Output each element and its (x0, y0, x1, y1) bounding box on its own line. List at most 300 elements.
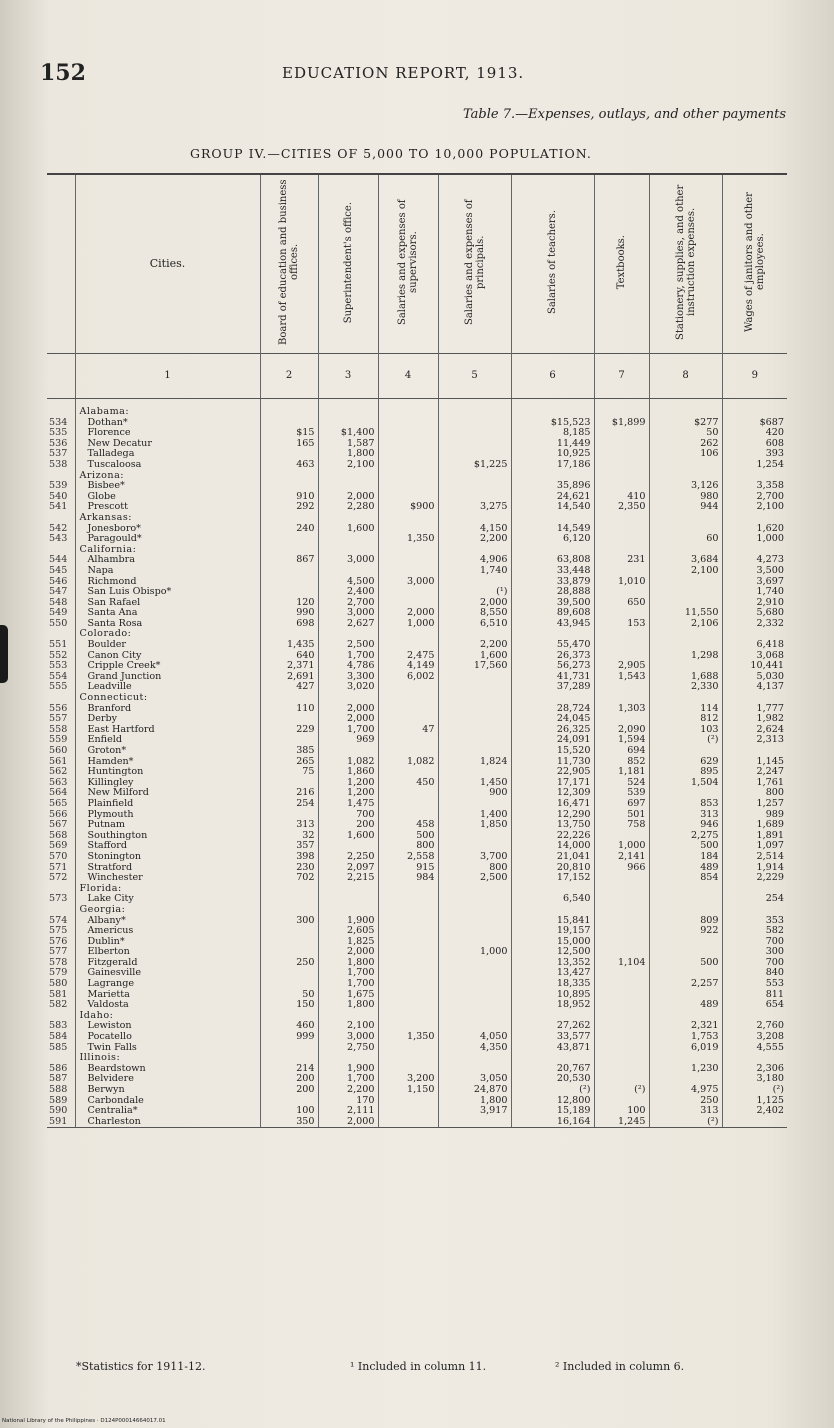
city-name: Killingley (75, 778, 260, 789)
value-cell: 1,600 (318, 831, 378, 842)
value-cell: 1,900 (318, 1064, 378, 1075)
value-cell: 922 (649, 926, 722, 937)
row-number: 585 (49, 1042, 68, 1053)
value-cell: 214 (260, 1064, 318, 1075)
value-cell (260, 1096, 318, 1107)
value-cell: 2,627 (318, 619, 378, 630)
scan-label: National Library of the Philippines · D124P00014664017.01 (2, 1418, 166, 1424)
value-cell (438, 799, 511, 810)
column-number: 7 (594, 354, 649, 399)
city-name: Grand Junction (75, 672, 260, 683)
table-spacer (47, 399, 787, 408)
value-cell: $1,225 (438, 460, 511, 471)
group-title: GROUP IV.—CITIES OF 5,000 TO 10,000 POPULATION. (190, 146, 592, 161)
value-cell: 4,975 (649, 1085, 722, 1096)
table-row (47, 492, 787, 503)
row-number: 582 (49, 1000, 68, 1011)
value-cell: 14,540 (511, 502, 594, 513)
value-cell (378, 418, 438, 429)
value-cell (438, 735, 511, 746)
table-row (47, 735, 787, 746)
table-row (47, 968, 787, 979)
row-number: 586 (49, 1063, 68, 1074)
value-cell: 2,475 (378, 651, 438, 662)
value-cell (378, 704, 438, 715)
value-cell: 254 (260, 799, 318, 810)
state-heading-row (47, 884, 787, 895)
column-header-superintendent: Superintendent's office. (318, 174, 378, 354)
city-name: Bisbee* (75, 481, 260, 492)
value-cell: 1,675 (318, 990, 378, 1001)
value-cell (378, 598, 438, 609)
value-cell: 1,000 (594, 841, 649, 852)
value-cell: 1,082 (378, 757, 438, 768)
value-cell: 13,427 (511, 968, 594, 979)
value-cell: 114 (649, 704, 722, 715)
value-cell: (²) (511, 1085, 594, 1096)
value-cell: 500 (378, 831, 438, 842)
city-name: Albany* (75, 916, 260, 927)
table-row (47, 820, 787, 831)
table-row (47, 1074, 787, 1085)
value-cell: 1,982 (722, 714, 787, 725)
value-cell (318, 894, 378, 905)
table-row (47, 587, 787, 598)
value-cell: 6,510 (438, 619, 511, 630)
value-cell: $15,523 (511, 418, 594, 429)
value-cell: 15,000 (511, 937, 594, 948)
footnote-column-6: ² Included in column 6. (555, 1360, 685, 1373)
value-cell (318, 566, 378, 577)
value-cell: 2,090 (594, 725, 649, 736)
table-row (47, 534, 787, 545)
value-cell: 2,760 (722, 1021, 787, 1032)
city-name: New Decatur (75, 439, 260, 450)
value-cell: 1,200 (318, 778, 378, 789)
value-cell: 450 (378, 778, 438, 789)
table-row (47, 767, 787, 778)
value-cell: 2,624 (722, 725, 787, 736)
binding-shadow (0, 625, 8, 683)
value-cell (378, 788, 438, 799)
value-cell: 3,068 (722, 651, 787, 662)
value-cell (438, 481, 511, 492)
table-row (47, 1043, 787, 1054)
value-cell (594, 979, 649, 990)
value-cell: 1,761 (722, 778, 787, 789)
column-number: 5 (438, 354, 511, 399)
city-name: New Milford (75, 788, 260, 799)
table-row (47, 704, 787, 715)
city-name: Dothan* (75, 418, 260, 429)
value-cell: 1,850 (438, 820, 511, 831)
value-cell: 1,800 (318, 1000, 378, 1011)
value-cell (594, 428, 649, 439)
value-cell: 6,540 (511, 894, 594, 905)
city-name: Valdosta (75, 1000, 260, 1011)
value-cell: 16,164 (511, 1117, 594, 1128)
value-cell (594, 439, 649, 450)
value-cell: 229 (260, 725, 318, 736)
footnote-statistics: *Statistics for 1911-12. (76, 1360, 206, 1373)
value-cell: 265 (260, 757, 318, 768)
value-cell: 15,841 (511, 916, 594, 927)
value-cell: 966 (594, 863, 649, 874)
value-cell (378, 1021, 438, 1032)
value-cell (378, 894, 438, 905)
value-cell: 2,000 (318, 714, 378, 725)
expenses-table (47, 173, 787, 1128)
value-cell: 697 (594, 799, 649, 810)
row-number: 539 (49, 481, 68, 492)
row-number: 534 (49, 417, 68, 428)
value-cell: 240 (260, 524, 318, 535)
value-cell: 6,002 (378, 672, 438, 683)
value-cell: 3,000 (318, 555, 378, 566)
value-cell: 1,145 (722, 757, 787, 768)
value-cell: 2,313 (722, 735, 787, 746)
table-row (47, 651, 787, 662)
value-cell: 200 (318, 820, 378, 831)
value-cell: 758 (594, 820, 649, 831)
value-cell: 14,000 (511, 841, 594, 852)
state-name: Illinois: (75, 1053, 260, 1064)
value-cell: 47 (378, 725, 438, 736)
value-cell: 500 (649, 958, 722, 969)
value-cell (594, 524, 649, 535)
value-cell: 55,470 (511, 640, 594, 651)
value-cell (438, 1000, 511, 1011)
value-cell (594, 968, 649, 979)
column-header-board: Board of education and business offices. (260, 174, 318, 354)
row-number: 555 (49, 682, 68, 693)
value-cell: 165 (260, 439, 318, 450)
value-cell: 460 (260, 1021, 318, 1032)
value-cell: 984 (378, 873, 438, 884)
table-row (47, 1096, 787, 1107)
value-cell: 10,441 (722, 661, 787, 672)
value-cell: 75 (260, 767, 318, 778)
value-cell: 32 (260, 831, 318, 842)
table-row (47, 1000, 787, 1011)
value-cell: 811 (722, 990, 787, 1001)
value-cell (438, 704, 511, 715)
value-cell (260, 937, 318, 948)
value-cell: 357 (260, 841, 318, 852)
value-cell (594, 894, 649, 905)
value-cell: 1,700 (318, 968, 378, 979)
value-cell: 15,189 (511, 1106, 594, 1117)
value-cell: 640 (260, 651, 318, 662)
value-cell (649, 746, 722, 757)
value-cell (378, 1064, 438, 1075)
value-cell (378, 555, 438, 566)
value-cell: 37,289 (511, 682, 594, 693)
column-number: 8 (649, 354, 722, 399)
value-cell (378, 767, 438, 778)
value-cell: 3,358 (722, 481, 787, 492)
city-name: Tuscaloosa (75, 460, 260, 471)
value-cell: 1,350 (378, 1032, 438, 1043)
city-name: Cripple Creek* (75, 661, 260, 672)
value-cell: 4,555 (722, 1043, 787, 1054)
value-cell: 4,273 (722, 555, 787, 566)
value-cell: 915 (378, 863, 438, 874)
value-cell: 2,000 (318, 492, 378, 503)
value-cell: 170 (318, 1096, 378, 1107)
value-cell (260, 481, 318, 492)
city-name: Dublin* (75, 937, 260, 948)
table-row (47, 799, 787, 810)
city-name: Canon City (75, 651, 260, 662)
value-cell: 2,097 (318, 863, 378, 874)
city-name: San Rafael (75, 598, 260, 609)
state-heading-row (47, 407, 787, 418)
value-cell: 1,824 (438, 757, 511, 768)
value-cell (649, 788, 722, 799)
value-cell (594, 1043, 649, 1054)
value-cell: 1,254 (722, 460, 787, 471)
row-number: 535 (49, 428, 68, 439)
state-name: Arizona: (75, 471, 260, 482)
value-cell (649, 598, 722, 609)
value-cell: 1,825 (318, 937, 378, 948)
table-row (47, 725, 787, 736)
value-cell: 4,906 (438, 555, 511, 566)
table-row (47, 1021, 787, 1032)
value-cell: $1,899 (594, 418, 649, 429)
value-cell (649, 661, 722, 672)
value-cell: 1,777 (722, 704, 787, 715)
value-cell (260, 418, 318, 429)
table-row (47, 788, 787, 799)
value-cell: 812 (649, 714, 722, 725)
row-number: 547 (49, 587, 68, 598)
value-cell (438, 428, 511, 439)
value-cell: 398 (260, 852, 318, 863)
value-cell: 4,050 (438, 1032, 511, 1043)
table-row (47, 841, 787, 852)
value-cell: 18,335 (511, 979, 594, 990)
value-cell (594, 481, 649, 492)
city-name: Stafford (75, 841, 260, 852)
city-name: Leadville (75, 682, 260, 693)
value-cell: 8,550 (438, 608, 511, 619)
table-row (47, 428, 787, 439)
value-cell (594, 1032, 649, 1043)
state-heading-row (47, 1053, 787, 1064)
value-cell: 895 (649, 767, 722, 778)
state-name: California: (75, 545, 260, 556)
table-row (47, 863, 787, 874)
table-row (47, 1032, 787, 1043)
value-cell: 89,608 (511, 608, 594, 619)
city-name: Derby (75, 714, 260, 725)
value-cell: 1,600 (318, 524, 378, 535)
column-header-principals: Salaries and expenses of principals. (438, 174, 511, 354)
value-cell (649, 640, 722, 651)
city-name: Charleston (75, 1117, 260, 1128)
value-cell: 2,700 (722, 492, 787, 503)
table-row (47, 481, 787, 492)
table-body (47, 399, 787, 1128)
table-row (47, 831, 787, 842)
row-number: 551 (49, 640, 68, 651)
state-name: Alabama: (75, 407, 260, 418)
state-heading-row (47, 471, 787, 482)
value-cell (594, 916, 649, 927)
row-number: 556 (49, 703, 68, 714)
column-header-supervisors: Salaries and expenses of supervisors. (378, 174, 438, 354)
value-cell (438, 979, 511, 990)
value-cell: 3,700 (438, 852, 511, 863)
value-cell: 427 (260, 682, 318, 693)
value-cell: 2,200 (438, 640, 511, 651)
value-cell (260, 566, 318, 577)
value-cell: 4,137 (722, 682, 787, 693)
row-number: 579 (49, 968, 68, 979)
value-cell: 60 (649, 534, 722, 545)
city-name: Santa Ana (75, 608, 260, 619)
value-cell (649, 894, 722, 905)
value-cell: 700 (318, 810, 378, 821)
row-number: 567 (49, 820, 68, 831)
value-cell (649, 524, 722, 535)
value-cell (378, 481, 438, 492)
value-cell: 50 (649, 428, 722, 439)
value-cell: (²) (649, 735, 722, 746)
value-cell (378, 640, 438, 651)
value-cell: 489 (649, 1000, 722, 1011)
value-cell: 200 (260, 1085, 318, 1096)
row-number: 591 (47, 1117, 75, 1128)
value-cell (594, 449, 649, 460)
value-cell: 2,000 (438, 598, 511, 609)
value-cell: 3,208 (722, 1032, 787, 1043)
value-cell: 1,914 (722, 863, 787, 874)
value-cell: 19,157 (511, 926, 594, 937)
value-cell: 18,952 (511, 1000, 594, 1011)
value-cell: 6,019 (649, 1043, 722, 1054)
footnote-column-11: ¹ Included in column 11. (350, 1360, 487, 1373)
row-number: 590 (49, 1106, 68, 1117)
value-cell: 1,689 (722, 820, 787, 831)
value-cell: 501 (594, 810, 649, 821)
value-cell: 2,141 (594, 852, 649, 863)
table-row (47, 873, 787, 884)
value-cell: 629 (649, 757, 722, 768)
value-cell: 300 (722, 947, 787, 958)
value-cell: 33,448 (511, 566, 594, 577)
value-cell: 500 (649, 841, 722, 852)
value-cell: 420 (722, 428, 787, 439)
value-cell (438, 831, 511, 842)
value-cell: 1,000 (722, 534, 787, 545)
value-cell: 800 (722, 788, 787, 799)
state-name: Georgia: (75, 905, 260, 916)
value-cell (378, 1106, 438, 1117)
value-cell: 17,171 (511, 778, 594, 789)
row-number: 543 (49, 534, 68, 545)
value-cell: 2,280 (318, 502, 378, 513)
value-cell (260, 735, 318, 746)
row-number: 544 (49, 555, 68, 566)
table-row (47, 577, 787, 588)
value-cell (378, 799, 438, 810)
value-cell: 944 (649, 502, 722, 513)
city-name: Hamden* (75, 757, 260, 768)
value-cell: 2,200 (318, 1085, 378, 1096)
table-row (47, 1106, 787, 1117)
value-cell (649, 1074, 722, 1085)
value-cell: 2,229 (722, 873, 787, 884)
value-cell (438, 926, 511, 937)
value-cell: 1,245 (594, 1117, 649, 1128)
value-cell: 1,700 (318, 651, 378, 662)
table-row (47, 640, 787, 651)
value-cell (438, 916, 511, 927)
value-cell: 650 (594, 598, 649, 609)
state-heading-row (47, 1011, 787, 1022)
value-cell: 2,306 (722, 1064, 787, 1075)
city-name: Carbondale (75, 1096, 260, 1107)
value-cell (378, 587, 438, 598)
value-cell: 1,125 (722, 1096, 787, 1107)
city-name: Napa (75, 566, 260, 577)
value-cell: 1,150 (378, 1085, 438, 1096)
value-cell (438, 746, 511, 757)
value-cell: 106 (649, 449, 722, 460)
state-name: Florida: (75, 884, 260, 895)
value-cell: 12,500 (511, 947, 594, 958)
value-cell: 800 (438, 863, 511, 874)
value-cell (318, 481, 378, 492)
value-cell (649, 968, 722, 979)
value-cell: $900 (378, 502, 438, 513)
value-cell: 1,298 (649, 651, 722, 662)
value-cell: 110 (260, 704, 318, 715)
value-cell: 250 (649, 1096, 722, 1107)
value-cell: 2,215 (318, 873, 378, 884)
row-number: 560 (49, 746, 68, 756)
value-cell (594, 608, 649, 619)
value-cell: (²) (594, 1085, 649, 1096)
row-number: 545 (49, 565, 68, 576)
value-cell (378, 947, 438, 958)
row-number: 575 (49, 926, 68, 937)
row-number: 581 (49, 989, 68, 1000)
value-cell: 2,700 (318, 598, 378, 609)
value-cell: 2,257 (649, 979, 722, 990)
value-cell (260, 577, 318, 588)
value-cell: 12,309 (511, 788, 594, 799)
row-number: 541 (49, 502, 68, 513)
value-cell: 39,500 (511, 598, 594, 609)
value-cell: 3,697 (722, 577, 787, 588)
value-cell: 313 (649, 810, 722, 821)
value-cell: 385 (260, 746, 318, 757)
city-name: Putnam (75, 820, 260, 831)
value-cell: 463 (260, 460, 318, 471)
value-cell (594, 640, 649, 651)
value-cell: 2,100 (318, 1021, 378, 1032)
table-row (47, 714, 787, 725)
value-cell: 41,731 (511, 672, 594, 683)
row-number: 557 (49, 714, 68, 725)
column-number: 9 (722, 354, 787, 399)
table-row (47, 979, 787, 990)
value-cell: 1,303 (594, 704, 649, 715)
